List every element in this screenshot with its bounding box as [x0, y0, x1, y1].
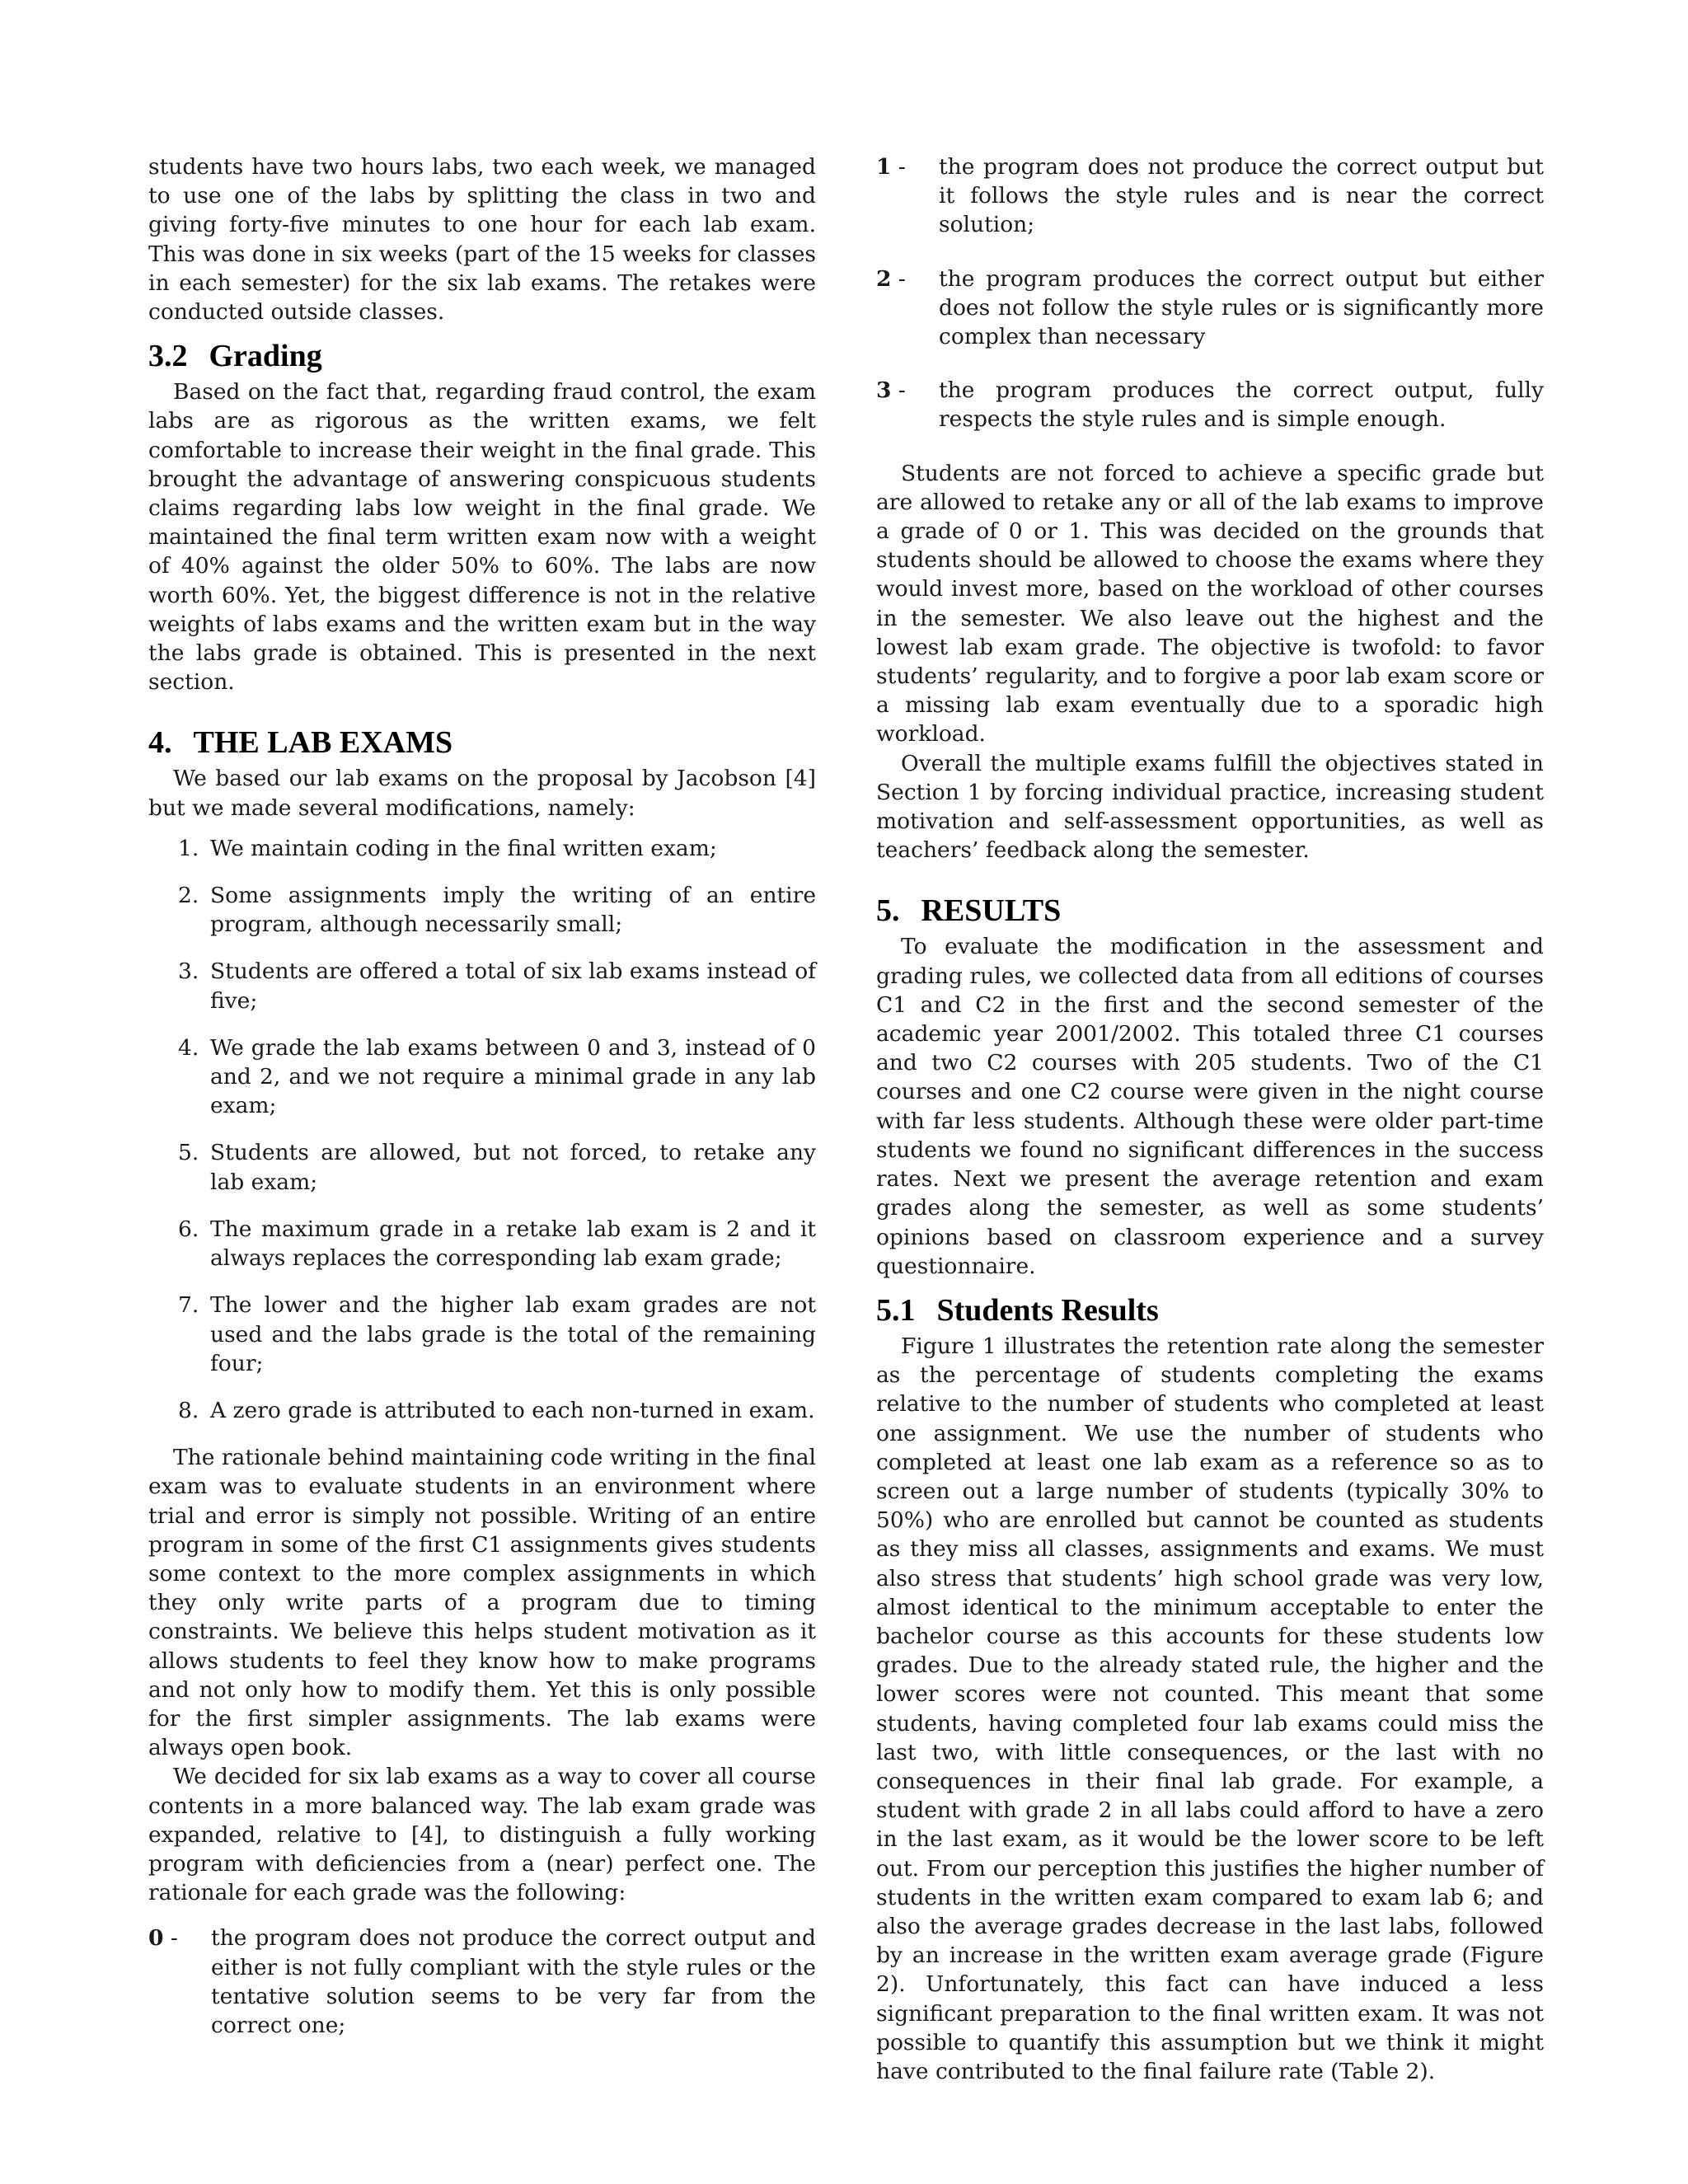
section-title: Grading — [209, 339, 322, 374]
grade-number: 2 — [876, 265, 892, 292]
section-title: Students Results — [936, 1292, 1159, 1328]
section-heading-grading — [148, 338, 816, 374]
left-column — [148, 152, 816, 2064]
section-number: 5. — [876, 893, 900, 929]
grade-number: 3 — [876, 377, 892, 404]
paragraph-lab-schedule: students have two hours labs, two each week, we managed to use one of the labs by splitting the class in two and giving forty-five minutes to one hour for each lab exam. This was done in six weeks (part of the 15 weeks for classes in each semester) for the six lab exams. The retakes were conducted outside classes. — [148, 154, 816, 326]
grade-item-1: 1 - the program does not produce the correct output but it follows the style rules and is near the correct solution; — [876, 154, 1544, 238]
section-number: 4. — [148, 725, 172, 761]
paragraph-lab-exams-intro: We based our lab exams on the proposal by Jacobson [4] but we made several modifications, namely: — [148, 766, 816, 821]
list-item: 4. We grade the lab exams between 0 and 3, instead of 0 and 2, and we not require a minimal grade in any lab exam; — [178, 1034, 816, 1119]
paragraph-six-lab-exams: We decided for six lab exams as a way to cover all course contents in a more balanced way. The lab exam grade was expanded, relative to [4], to distinguish a fully working program with deficiencies from a (near) perfect one. The rationale for each grade was the following: — [148, 1764, 816, 1906]
grade-item-0: 0 - the program does not produce the correct output and either is not fully compliant with the style rules or the tentative solution seems to be very far from the correct one; — [148, 1925, 816, 2038]
list-item: 7. The lower and the higher lab exam grades are not used and the labs grade is the total of the remaining four; — [178, 1292, 816, 1376]
section-title: THE LAB EXAMS — [193, 725, 453, 761]
section-number: 3.2 — [148, 339, 188, 374]
paragraph-not-forced: Students are not forced to achieve a specific grade but are allowed to retake any or all of the lab exams to improve a grade of 0 or 1. This was decided on the grounds that students should be allowed to choose the exams where they would invest more, based on the workload of other courses in the semester. We also leave out the highest and the lowest lab exam grade. The objective is twofold: to favor students’ regularity, and to forgive a poor lab exam score or a missing lab exam eventually due to a sporadic high workload. — [876, 460, 1544, 748]
paragraph-students-results: Figure 1 illustrates the retention rate along the semester as the percentage of students completing the exams relative to the number of students who completed at least one assignment. We use the number of students who completed at least one lab exam as a reference so as to screen out a large number of students (typically 30% to 50%) who are enrolled but cannot be counted as students as they miss all classes, assignments and exams. We must also stress that students’ high school grade was very low, almost identical to the minimum acceptable to enter the bachelor course as this accounts for these students low grades. Due to the already stated rule, the higher and the lower scores were not counted. This meant that some students, having completed four lab exams could miss the last two, with little consequences, or the last with no consequences in their final lab grade. For example, a student with grade 2 in all labs could afford to have a zero in the last exam, as it would be the lower score to be left out. From our perception this justifies the higher number of students in the written exam compared to exam lab 6; and also the average grades decrease in the last labs, followed by an increase in the written exam average grade (Figure 2). Unfortunately, this fact can have induced a less significant preparation to the final written exam. It was not possible to quantify this assumption but we think it might have contributed to the final failure rate (Table 2). — [876, 1333, 1544, 2084]
section-number: 5.1 — [876, 1292, 916, 1328]
section-heading-students-results — [876, 1292, 1544, 1329]
grade-description: the program does not produce the correct output but it follows the style rules and is near the correct solution; — [939, 154, 1544, 238]
grade-item-2: 2 - the program produces the correct output but either does not follow the style rules or is significantly more complex than necessary — [876, 265, 1544, 350]
grade-item-3: 3 - the program produces the correct output, fully respects the style rules and is simple enough. — [876, 377, 1544, 433]
list-item: 6. The maximum grade in a retake lab exam is 2 and it always replaces the corresponding lab exam grade; — [178, 1216, 816, 1272]
grade-description: the program does not produce the correct output and either is not fully compliant with the style rules or the tentative solution seems to be very far from the correct one; — [211, 1925, 816, 2038]
list-item: 2. Some assignments imply the writing of an entire program, although necessarily small; — [178, 883, 816, 938]
section-heading-results — [876, 893, 1544, 929]
right-column — [876, 152, 1544, 2086]
list-item: 3. Students are offered a total of six lab exams instead of five; — [178, 958, 816, 1014]
grade-number: 0 — [148, 1925, 164, 1952]
section-heading-lab-exams — [148, 724, 816, 761]
paragraph-rationale: The rationale behind maintaining code writing in the final exam was to evaluate students in an environment where trial and error is simply not possible. Writing of an entire program in some of the first C1 assignments gives students some context to the more complex assignments in which they only write parts of a program due to timing constraints. We believe this helps student motivation as it allows students to feel they know how to make programs and not only how to modify them. Yet this is only possible for the first simpler assignments. The lab exams were always open book. — [148, 1445, 816, 1761]
paragraph-results: To evaluate the modification in the assessment and grading rules, we collected data from all editions of courses C1 and C2 in the first and the second semester of the academic year 2001/2002. This totaled three C1 courses and two C2 courses with 205 students. Two of the C1 courses and one C2 course were given in the night course with far less students. Although these were older part-time students we found no significant differences in the success rates. Next we present the average retention and exam grades along the semester, as well as some students’ opinions based on classroom experience and a survey questionnaire. — [876, 934, 1544, 1279]
list-item: 1. We maintain coding in the final written exam; — [178, 835, 717, 861]
paragraph-grading: Based on the fact that, regarding fraud control, the exam labs are as rigorous as the written exams, we felt comfortable to increase their weight in the final grade. This brought the advantage of answering conspicuous students claims regarding labs low weight in the final grade. We maintained the final term written exam now with a weight of 40% against the older 50% to 60%. The labs are now worth 60%. Yet, the biggest difference is not in the relative weights of labs exams and the written exam but in the way the labs grade is obtained. This is presented in the next section. — [148, 379, 816, 696]
grade-number: 1 — [876, 154, 892, 180]
list-item: 8. A zero grade is attributed to each non-turned in exam. — [178, 1397, 815, 1423]
grade-description: the program produces the correct output but either does not follow the style rules or is significantly more complex than necessary — [939, 265, 1544, 350]
section-title: RESULTS — [921, 893, 1062, 929]
modifications-list — [148, 834, 816, 1425]
list-item: 5. Students are allowed, but not forced, to retake any lab exam; — [178, 1140, 816, 1195]
grade-description: the program produces the correct output, fully respects the style rules and is simple enough. — [939, 377, 1544, 433]
paragraph-overall: Overall the multiple exams fulfill the objectives stated in Section 1 by forcing individual practice, increasing student motivation and self-assessment opportunities, as well as teachers’ feedback along the semester. — [876, 750, 1544, 864]
